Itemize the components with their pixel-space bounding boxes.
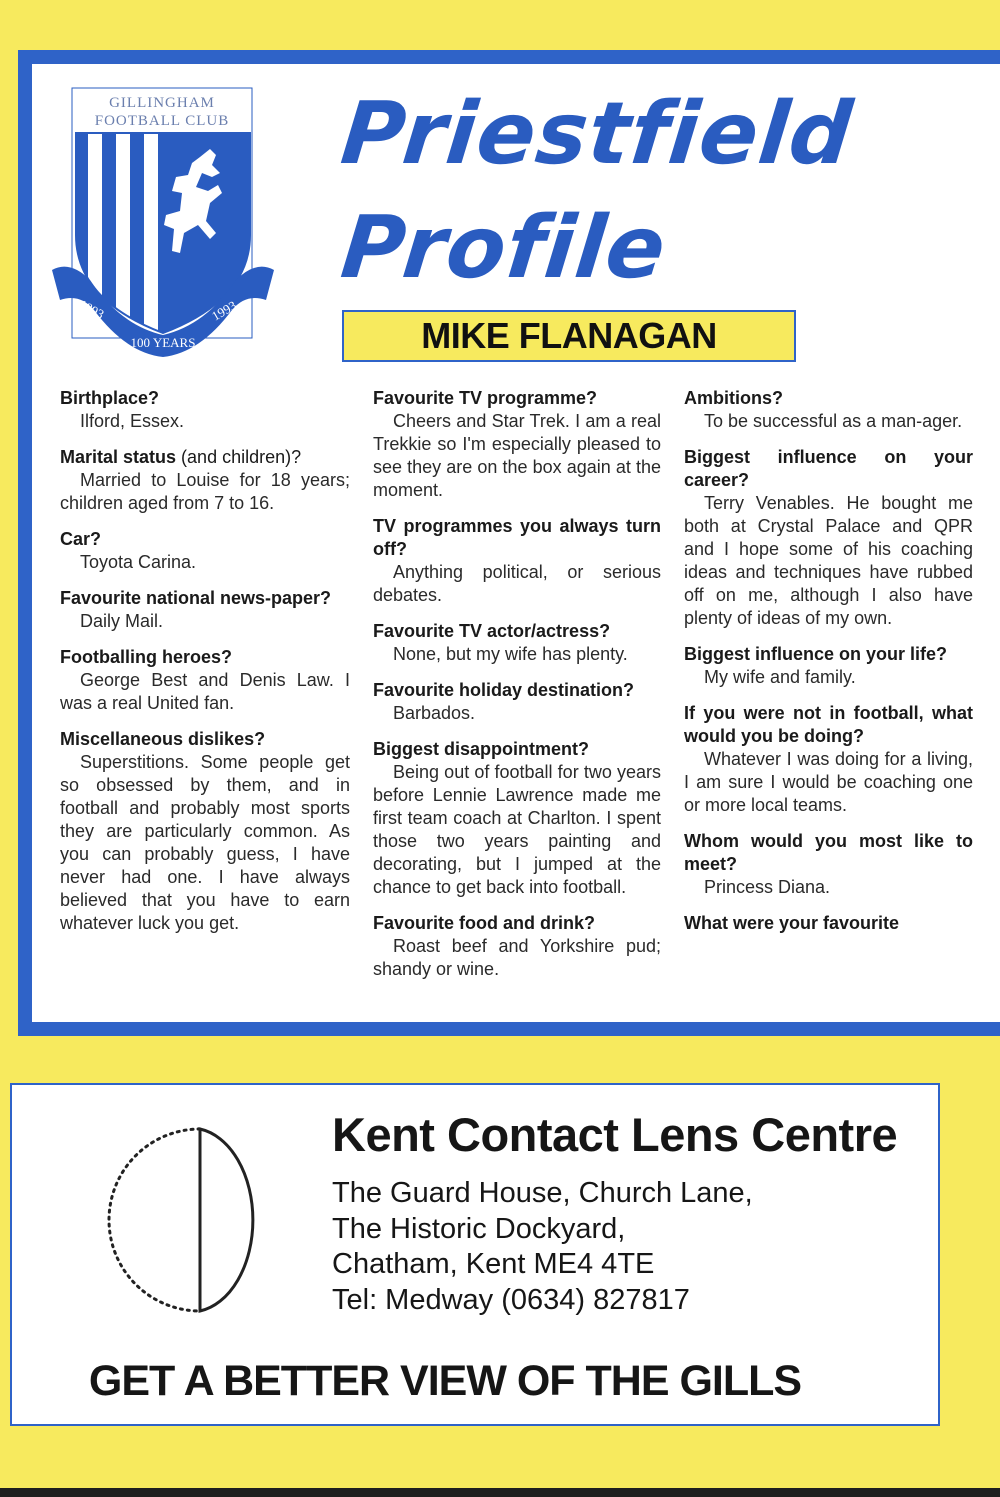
question-suffix: (and children)? xyxy=(176,447,302,467)
answer: To be successful as a man-ager. xyxy=(704,411,963,431)
question: Favourite TV actor/actress? xyxy=(373,621,611,641)
question xyxy=(60,446,350,469)
crest-club-line-1: GILLINGHAM xyxy=(109,95,215,111)
qa-item xyxy=(373,620,661,666)
question: Car? xyxy=(60,529,102,549)
question: Favourite food and drink? xyxy=(373,913,596,933)
qa-item xyxy=(684,387,973,433)
answer: My wife and family. xyxy=(704,667,856,687)
question: Favourite TV programme? xyxy=(373,388,598,408)
qa-item xyxy=(60,446,350,515)
answer: Being out of football for two years before Lennie Lawrence made me first team coach at Charlton. I spent those two years painting and decorating, but I jumped at the chance to get back into football. xyxy=(373,762,661,897)
answer: George Best and Denis Law. I was a real United fan. xyxy=(60,670,350,713)
question-main: Marital status xyxy=(60,447,177,467)
page-bottom-edge xyxy=(0,1488,1000,1497)
qa-item xyxy=(60,587,350,633)
club-crest xyxy=(50,85,275,365)
answer: Princess Diana. xyxy=(704,877,831,897)
qa-item xyxy=(373,679,661,725)
qa-item xyxy=(684,643,973,689)
question: Ambitions? xyxy=(684,388,783,408)
question: Whom would you most like to meet? xyxy=(684,831,973,874)
answer: Barbados. xyxy=(393,703,476,723)
question: Miscellaneous dislikes? xyxy=(60,729,266,749)
answer: Whatever I was doing for a living, I am sure I would be coaching one or more local teams. xyxy=(684,749,973,815)
advert-slogan: GET A BETTER VIEW OF THE GILLS xyxy=(88,1357,802,1405)
answer: Daily Mail. xyxy=(80,611,164,631)
qa-item xyxy=(373,738,661,899)
qa-column-3 xyxy=(684,387,973,948)
question: Footballing heroes? xyxy=(60,647,233,667)
question: Biggest influence on your career? xyxy=(684,447,973,490)
qa-item xyxy=(60,728,350,935)
qa-item xyxy=(60,387,350,433)
qa-item xyxy=(684,830,973,899)
qa-item xyxy=(373,387,661,502)
advert-title: Kent Contact Lens Centre xyxy=(332,1108,898,1161)
qa-column-1 xyxy=(60,387,350,948)
qa-item xyxy=(373,912,661,981)
answer: Roast beef and Yorkshire pud; shandy or wine. xyxy=(373,936,661,979)
profile-title-line-2: Profile xyxy=(336,198,671,298)
answer: Cheers and Star Trek. I am a real Trekkie so I'm especially pleased to see they are on the box again at the moment. xyxy=(373,411,661,500)
question: Birthplace? xyxy=(60,388,160,408)
qa-item xyxy=(373,515,661,607)
question: What were your favourite xyxy=(684,913,900,933)
qa-item xyxy=(684,912,973,935)
crest-ribbon-text: 100 YEARS xyxy=(130,335,196,350)
qa-item xyxy=(684,446,973,630)
subject-name: MIKE FLANAGAN xyxy=(421,315,717,356)
answer: Toyota Carina. xyxy=(80,552,197,572)
qa-item xyxy=(60,528,350,574)
crest-year-left: 1893 xyxy=(76,296,107,322)
answer: None, but my wife has plenty. xyxy=(393,644,628,664)
question: TV programmes you always turn off? xyxy=(373,516,661,559)
answer: Anything political, or serious debates. xyxy=(373,562,661,605)
question: If you were not in football, what would you be doing? xyxy=(684,703,973,746)
name-banner xyxy=(342,310,796,362)
question: Favourite national news-paper? xyxy=(60,588,332,608)
question: Biggest disappointment? xyxy=(373,739,589,759)
answer: Ilford, Essex. xyxy=(80,411,185,431)
answer: Terry Venables. He bought me both at Crystal Palace and QPR and I hope some of his coaching ideas and techniques have rubbed off on me, although I also have plenty of ideas of my own. xyxy=(684,493,973,628)
contact-lens-logo xyxy=(78,1123,274,1318)
profile-title-line-1: Priestfield xyxy=(336,84,858,184)
crest-year-right: 1993 xyxy=(209,297,240,324)
advert-box xyxy=(10,1083,940,1426)
crest-club-line-2: FOOTBALL CLUB xyxy=(94,113,230,129)
question: Biggest influence on your life? xyxy=(684,644,948,664)
question: Favourite holiday destination? xyxy=(373,680,635,700)
qa-column-2 xyxy=(373,387,661,994)
advert-phone: Tel: Medway (0634) 827817 xyxy=(332,1284,690,1316)
answer: Married to Louise for 18 years; children aged from 7 to 16. xyxy=(60,470,350,513)
advert-address-line-1: The Guard House, Church Lane, xyxy=(332,1177,753,1209)
qa-item xyxy=(684,702,973,817)
advert-address-line-2: The Historic Dockyard, xyxy=(332,1213,626,1245)
advert-address-line-3: Chatham, Kent ME4 4TE xyxy=(332,1248,655,1280)
answer: Superstitions. Some people get so obsessed by them, and in football and probably most sports they are particularly common. As you can probably guess, I have never had one. I have always believed that you have to earn whatever luck you get. xyxy=(60,752,350,933)
qa-item xyxy=(60,646,350,715)
